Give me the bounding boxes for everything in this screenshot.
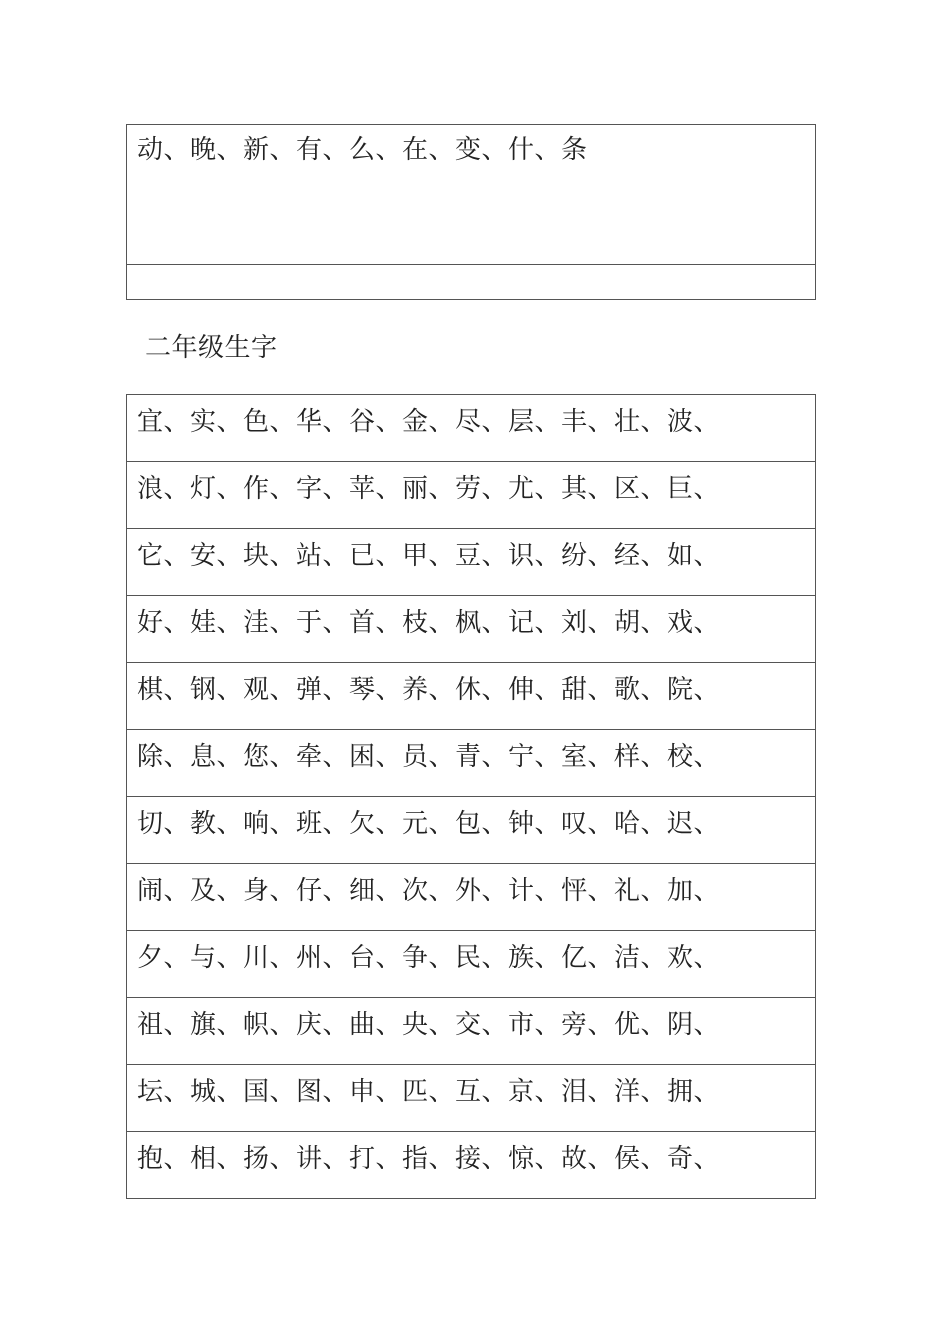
character-row: 宜、实、色、华、谷、金、尽、层、丰、壮、波、: [127, 395, 815, 462]
character-row: 夕、与、川、州、台、争、民、族、亿、洁、欢、: [127, 931, 815, 998]
character-row: 闹、及、身、仔、细、次、外、计、怦、礼、加、: [127, 864, 815, 931]
character-row: 抱、相、扬、讲、打、指、接、惊、故、侯、奇、: [137, 1144, 721, 1174]
top-table-empty-row: [127, 265, 815, 299]
section-title: 二年级生字: [145, 333, 278, 363]
character-row: 坛、城、国、图、申、匹、互、京、泪、洋、拥、: [127, 1065, 815, 1132]
character-row: 棋、钢、观、弹、琴、养、休、伸、甜、歌、院、: [127, 663, 815, 730]
character-row: 除、息、您、牵、困、员、青、宁、室、样、校、: [127, 730, 815, 797]
character-row: 切、教、响、班、欠、元、包、钟、叹、哈、迟、: [127, 797, 815, 864]
character-row: 好、娃、洼、于、首、枝、枫、记、刘、胡、戏、: [127, 596, 815, 663]
top-character-table: [126, 124, 816, 300]
top-table-text-row: 动、晚、新、有、么、在、变、什、条: [127, 125, 815, 265]
grade-two-character-table: [126, 394, 816, 1199]
character-row: 它、安、块、站、已、甲、豆、识、纷、经、如、: [127, 529, 815, 596]
character-row: 浪、灯、作、字、苹、丽、劳、尤、其、区、巨、: [127, 462, 815, 529]
character-row: 祖、旗、帜、庆、曲、央、交、市、旁、优、阴、: [127, 998, 815, 1065]
